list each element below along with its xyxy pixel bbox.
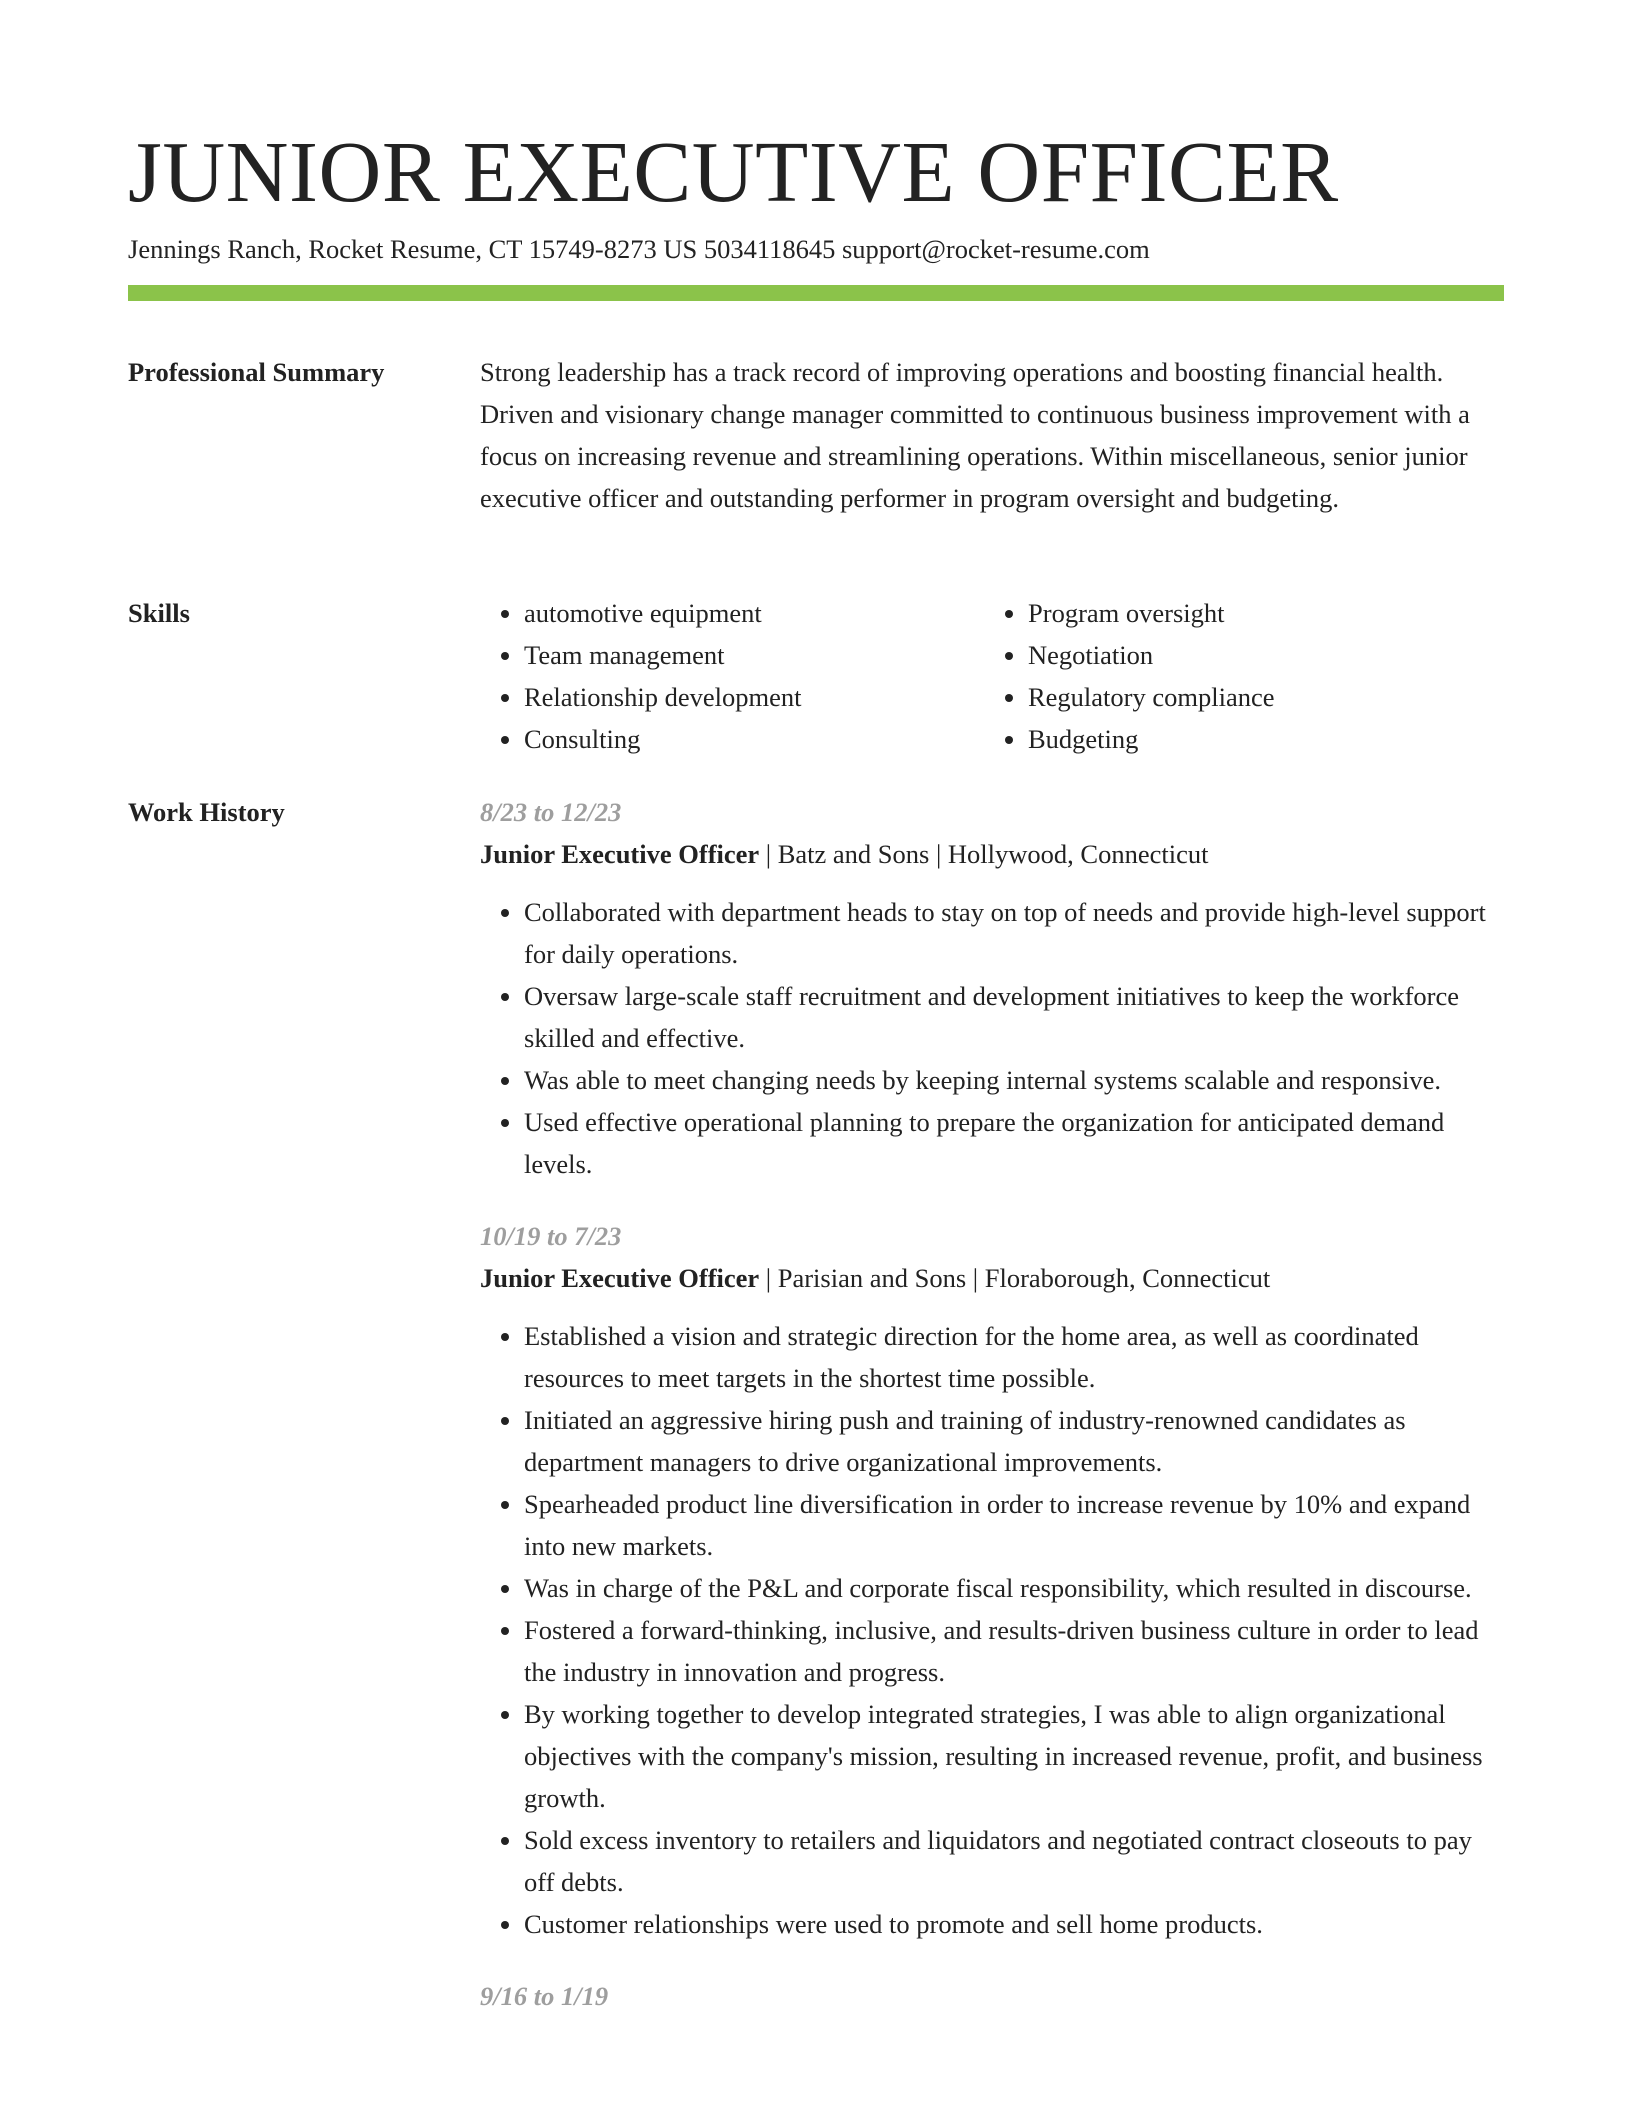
skill-item: • Budgeting	[1028, 718, 1488, 760]
job-bullet: • Initiated an aggressive hiring push and training of industry-renowned candidates as department managers to drive organizational improvements.	[524, 1399, 1504, 1483]
job-dates: 9/16 to 1/19	[480, 1981, 609, 2011]
job-bullet: • Customer relationships were used to promote and sell home products.	[524, 1903, 1504, 1945]
skill-item: • automotive equipment	[524, 592, 984, 634]
summary-title: Professional Summary	[128, 357, 385, 387]
job-bullet: • Spearheaded product line diversification in order to increase revenue by 10% and expand into new markets.	[524, 1483, 1504, 1567]
job-bullet: • Was in charge of the P&L and corporate fiscal responsibility, which resulted in discourse.	[524, 1567, 1504, 1609]
summary-body	[480, 351, 1504, 519]
job-heading	[480, 833, 1504, 875]
job-bullet: • Oversaw large-scale staff recruitment and development initiatives to keep the workforce skilled and effective.	[524, 975, 1504, 1059]
job-bullet: • Sold excess inventory to retailers and liquidators and negotiated contract closeouts to pay off debts.	[524, 1819, 1504, 1903]
job-entry	[480, 1215, 1504, 1945]
job-heading	[480, 1257, 1504, 1299]
job-bullets	[480, 891, 1504, 1185]
skills-body	[480, 592, 1504, 760]
job-bullets	[480, 1315, 1504, 1945]
skills-grid	[480, 592, 1504, 760]
skills-title: Skills	[128, 598, 190, 628]
skill-item: • Relationship development	[524, 676, 984, 718]
job-details: | Batz and Sons | Hollywood, Connecticut	[759, 839, 1209, 869]
skills-list-left	[480, 592, 984, 760]
job-title: Junior Executive Officer	[480, 839, 760, 869]
skill-item: • Consulting	[524, 718, 984, 760]
summary-text: Strong leadership has a track record of improving operations and boosting financial health. Driven and visionary change manager committed to continuous business improvement with a focus on increasing revenue and streamlining operations. Within miscellaneous, senior junior executive officer and outstanding performer in program oversight and budgeting.	[480, 357, 1470, 513]
job-bullet: • By working together to develop integrated strategies, I was able to align organizational objectives with the company's mission, resulting in increased revenue, profit, and business growth.	[524, 1693, 1504, 1819]
job-entry	[480, 791, 1504, 1185]
job-details: | Parisian and Sons | Floraborough, Connecticut	[759, 1263, 1271, 1293]
skill-item: • Regulatory compliance	[1028, 676, 1488, 718]
job-bullet: • Used effective operational planning to prepare the organization for anticipated demand levels.	[524, 1101, 1504, 1185]
job-bullet: • Established a vision and strategic direction for the home area, as well as coordinated resources to meet targets in the shortest time possible.	[524, 1315, 1504, 1399]
skill-item: • Program oversight	[1028, 592, 1488, 634]
skills-list-right	[984, 592, 1488, 760]
skill-item: • Team management	[524, 634, 984, 676]
job-bullet: • Collaborated with department heads to stay on top of needs and provide high-level support for daily operations.	[524, 891, 1504, 975]
skill-item: • Negotiation	[1028, 634, 1488, 676]
job-dates: 10/19 to 7/23	[480, 1221, 622, 1251]
job-bullet: • Fostered a forward-thinking, inclusive, and results-driven business culture in order to lead the industry in innovation and progress.	[524, 1609, 1504, 1693]
work-history-title: Work History	[128, 797, 285, 827]
resume-name: JUNIOR EXECUTIVE OFFICER	[128, 123, 1339, 220]
job-dates: 8/23 to 12/23	[480, 797, 622, 827]
header-divider	[128, 285, 1504, 301]
work-history-body	[480, 791, 1504, 2047]
job-bullet: • Was able to meet changing needs by keeping internal systems scalable and responsive.	[524, 1059, 1504, 1101]
contact-info: Jennings Ranch, Rocket Resume, CT 15749-8273 US 5034118645 support@rocket-resume.com	[128, 234, 1150, 264]
job-title: Junior Executive Officer	[480, 1263, 760, 1293]
job-entry	[480, 1975, 1504, 2017]
